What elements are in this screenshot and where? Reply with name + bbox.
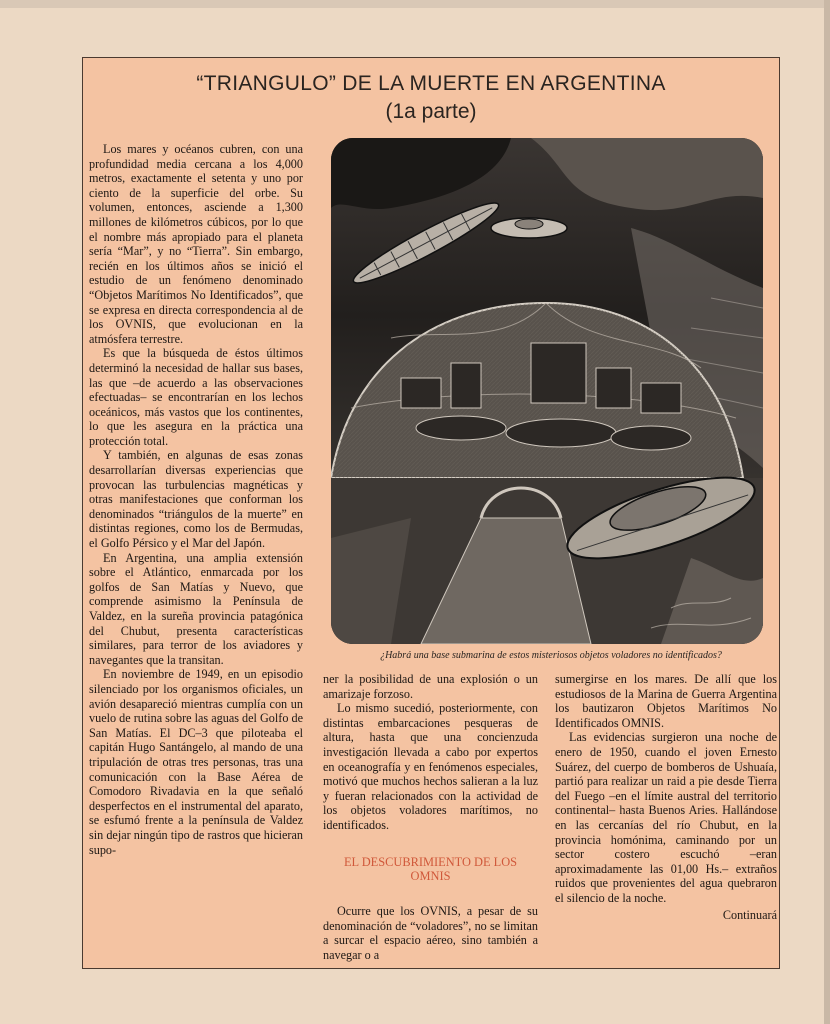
paragraph: En noviembre de 1949, en un episodio silenciado por los organismos oficiales, un avión desapareció mientras cumplía con un vuelo de rutina sobre las aguas del Golfo de San Matías. El DC–3 que piloteaba el capitán Hugo Santángelo, al mando de una tripulación de otras tres personas, tras una comunicación con la Base Aérea de Comodoro Rivadavia en la que señaló desperfectos en el instrumental del aparato, se esfumó frente a la península de Valdez sin dejar ningún tipo de rastros que hicieran supo-	[89, 667, 303, 857]
paragraph: Lo mismo sucedió, posteriormente, con distintas embarcaciones pesqueras de altura, hasta que una concienzuda investigación llevada a cabo por expertos en oceanografía y en fenómenos especiales, motivó que muchos hechos salieran a la luz y fueran relacionados con la actividad de los objetos voladores marítimos, no identificados.	[323, 701, 538, 832]
paragraph: Y también, en algunas de esas zonas desarrollarían diversas experiencias que provocan las turbulencias magnéticas y otras manifestaciones que conforman los denominados “triángulos de la muerte” en distintas regiones, como los de Bermudas, el Golfo Pérsico y el Mar del Japón.	[89, 448, 303, 551]
column-1	[89, 142, 303, 857]
section-subheading: EL DESCUBRIMIENTO DE LOS OMNIS	[343, 854, 518, 884]
paragraph: ner la posibilidad de una explosión o un amarizaje forzoso.	[323, 672, 538, 701]
paragraph: Es que la búsqueda de éstos últimos determinó la necesidad de hallar sus bases, las que –de acuerdo a las observaciones efectuadas– se encontrarían en los lechos oceánicos, más vastos que los continentes, lo que les asegura en la práctica una protección total.	[89, 346, 303, 448]
column-2	[323, 672, 538, 963]
illustration-caption: ¿Habrá una base submarina de estos misteriosos objetos voladores no identificados?	[380, 650, 722, 661]
article-subtitle: (1a parte)	[385, 100, 477, 123]
paragraph: Los mares y océanos cubren, con una profundidad media cercana a los 4,000 metros, exactamente el setenta y uno por ciento de la superficie del orbe. Su volumen, entonces, asciende a 1,300 millones de kilómetros cúbicos, por lo que el nombre más apropiado para el planeta sería “Mar”, y no “Tierra”. Sin embargo, recién en los últimos años se inició el estudio de un fenómeno denominado “Objetos Marítimos No Identificados”, que se expresa en directa correspondencia al de los OVNIS, que evolucionan en la atmósfera terrestre.	[89, 142, 303, 346]
article-title: “TRIANGULO” DE LA MUERTE EN ARGENTINA	[196, 72, 666, 95]
article-frame	[82, 57, 780, 969]
paragraph: sumergirse en los mares. De allí que los estudiosos de la Marina de Guerra Argentina los bautizaron Objetos Marítimos No Identificados OMNIS.	[555, 672, 777, 730]
column-3	[555, 672, 777, 922]
continued-label: Continuará	[722, 907, 777, 922]
illustration-drawing	[331, 138, 763, 644]
illustration-underwater-base	[331, 138, 763, 644]
paragraph: Ocurre que los OVNIS, a pesar de su denominación de “voladores”, no se limitan a surcar el espacio aéreo, sino también a navegar o a	[323, 904, 538, 962]
paragraph: Las evidencias surgieron una noche de enero de 1950, cuando el joven Ernesto Suárez, del cuerpo de bomberos de Ushuaía, partió para realizar un raid a pie desde Tierra del Fuego –en el límite austral del territorio continental– hasta Buenos Aries. Hallándose en las cercanías del río Chubut, en la provincia homónima, caminando por un sector costero escuchó –eran aproximadamente las 01,00 Hs.– extraños ruidos que provenientes del agua quebraron el silencio de la noche.	[555, 730, 777, 905]
paragraph: En Argentina, una amplia extensión sobre el Atlántico, enmarcada por los golfos de San Matías y Nuevo, que comprende asimismo la Península de Valdez, en la sureña provincia patagónica del Chubut, presenta características similares, para terror de los aviadores y navegantes que la transitan.	[89, 550, 303, 667]
